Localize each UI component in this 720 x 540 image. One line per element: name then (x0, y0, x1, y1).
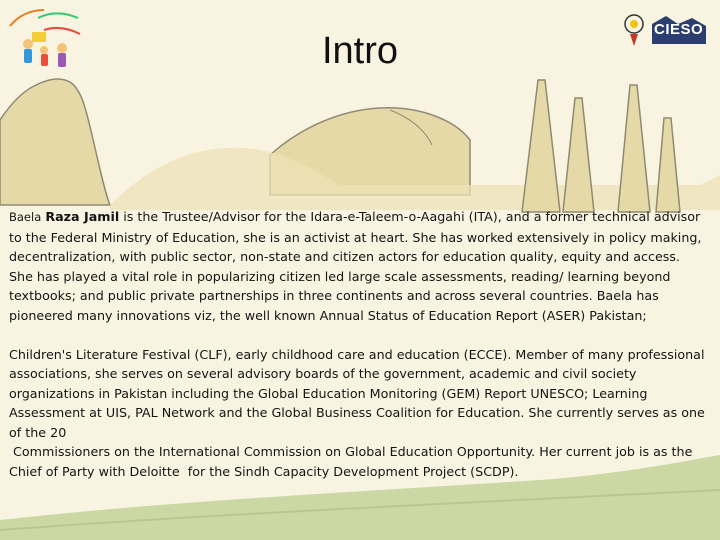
bio-paragraph-4: Commissioners on the International Commission on Global Education Opportunity. Her current job is as the Chief of Party with Deloitte for the Sindh Capacity Development Project (SCDP). (9, 444, 697, 479)
bio-paragraph-3: Children's Literature Festival (CLF), early childhood care and education (ECCE). Member of many professional associations, she serves on several advisory boards of the government, academic and civil society organizations in Pakistan including the Global Education Monitoring (GEM) Report UNESCO; Learning Assessment at UIS, PAL Network and the Global Business Coalition for Education. She currently serves as one of the 20 (9, 346, 705, 440)
bio-first-name: Baela (9, 210, 42, 224)
slide-title: Intro (321, 30, 399, 72)
cieso-logo-text: CIESO (654, 21, 704, 38)
bio-paragraph-1 (9, 207, 709, 267)
childrens-literature-festival-logo (4, 6, 84, 76)
bio-text (9, 207, 709, 481)
bio-paragraph-1-text: is the Trustee/Advisor for the Idara-e-Taleem-o-Aagahi (ITA), and a former technical advisor to the Federal Ministry of Education, she is an activist at heart. She has worked extensively in policy making, decentralization, with public sector, non-state and citizen actors for education quality, equity and access. (9, 209, 702, 264)
bio-bold-name: Raza Jamil (45, 209, 120, 224)
bio-paragraph-2: She has played a vital role in popularizing citizen led large scale assessments, reading/ learning beyond textbooks; and public private partnerships in three continents and across several countries. Baela has pioneered many innovations viz, the well known Annual Status of Education Report (ASER) Pakistan; (9, 268, 671, 323)
